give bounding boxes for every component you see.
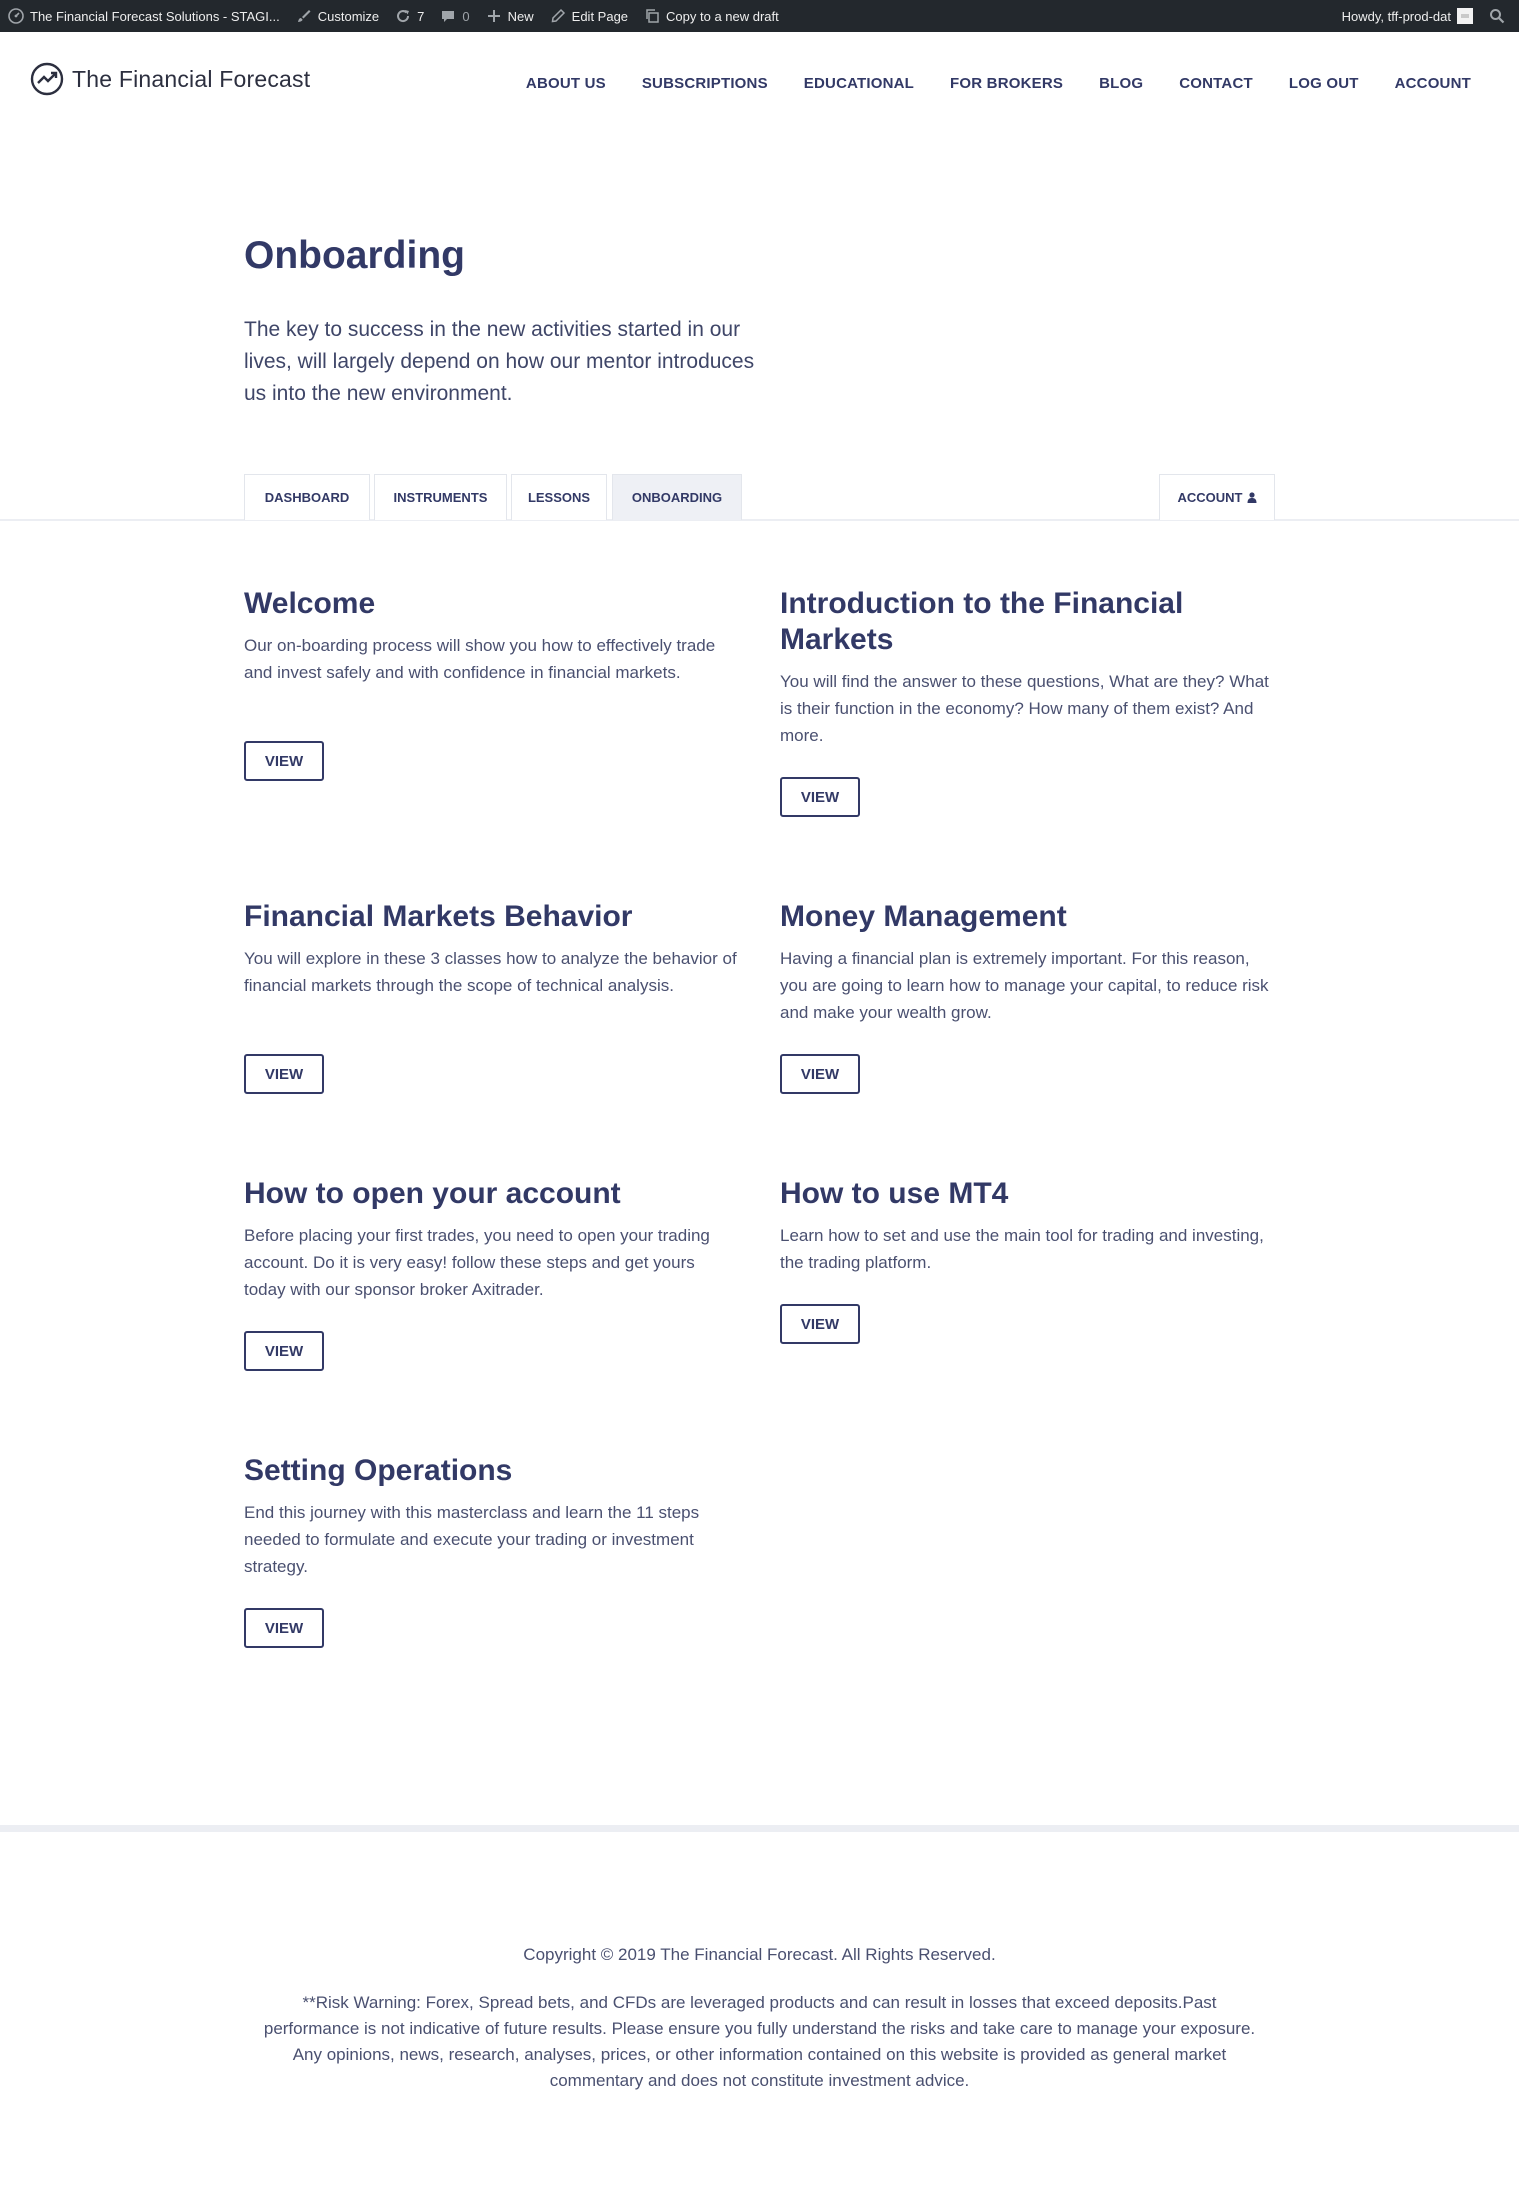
tab-instruments[interactable] — [374, 474, 507, 520]
chart-trend-icon — [30, 62, 64, 96]
admin-bar — [0, 0, 1519, 32]
nav-account[interactable]: ACCOUNT — [1394, 75, 1471, 92]
page-lead: The key to success in the new activities started in our lives, will largely depend on how our mentor introduces us into the new environment. — [244, 318, 755, 405]
card-title: How to open your account — [244, 1177, 621, 1210]
admin-copy-draft-link[interactable] — [636, 0, 787, 32]
admin-site-name: The Financial Forecast Solutions - STAGI... — [30, 8, 280, 24]
admin-site-link[interactable] — [0, 0, 288, 32]
card-setting-operations — [244, 1453, 739, 1637]
card-title: Welcome — [244, 587, 376, 620]
brush-icon — [296, 8, 312, 24]
admin-new-link[interactable] — [478, 0, 542, 32]
tab-onboarding[interactable] — [612, 474, 742, 520]
card-financial-markets-behavior — [244, 899, 739, 1083]
card-use-mt4 — [780, 1176, 1275, 1333]
user-icon — [1247, 492, 1257, 503]
card-title: How to use MT4 — [780, 1177, 1009, 1210]
pencil-icon — [550, 8, 566, 24]
tab-lessons-label: LESSONS — [527, 490, 591, 505]
view-button[interactable]: VIEW — [244, 1054, 324, 1094]
tab-account-label: ACCOUNT — [1177, 490, 1243, 505]
admin-comments-count: 0 — [462, 8, 470, 24]
admin-comments-link[interactable] — [432, 0, 477, 32]
comment-icon — [440, 8, 456, 24]
card-text: End this journey with this masterclass and learn the 11 steps needed to formulate and execute your trading or investment strategy. — [244, 1503, 700, 1576]
nav-log-out[interactable]: LOG OUT — [1288, 75, 1359, 92]
card-open-account — [244, 1176, 739, 1360]
admin-howdy-label: Howdy, tff-prod-dat — [1341, 8, 1451, 24]
updates-icon — [395, 8, 411, 24]
nav-for-brokers[interactable]: FOR BROKERS — [950, 75, 1064, 92]
tabs-divider — [0, 519, 1519, 521]
tab-dashboard[interactable] — [244, 474, 370, 520]
plus-icon — [486, 8, 502, 24]
admin-updates-link[interactable] — [387, 0, 432, 32]
card-text: Having a financial plan is extremely important. For this reason, you are going to learn how to manage your capital, to reduce risk and make your wealth grow. — [780, 949, 1269, 1022]
card-money-management — [780, 899, 1275, 1083]
card-introduction — [780, 586, 1275, 806]
card-text: Before placing your first trades, you need to open your trading account. Do it is very easy! follow these steps and get yours today with our sponsor broker Axitrader. — [244, 1226, 710, 1299]
view-button[interactable]: VIEW — [244, 741, 324, 781]
risk-warning: **Risk Warning: Forex, Spread bets, and CFDs are leveraged products and can result in losses that exceed deposits.Past performance is not indicative of future results. Please ensure you fully understand the risks and take care to manage your exposure. Any opinions, news, research, analyses, prices, or other information contained on this website is provided as general market commentary and does not constitute investment advice. — [263, 1993, 1256, 2090]
view-button[interactable]: VIEW — [244, 1608, 324, 1648]
card-title: Setting Operations — [244, 1454, 513, 1487]
tab-account[interactable] — [1159, 474, 1275, 520]
nav-about-us[interactable]: ABOUT US — [525, 75, 606, 92]
nav-blog[interactable]: BLOG — [1099, 75, 1144, 92]
view-button[interactable]: VIEW — [244, 1331, 324, 1371]
footer-divider — [0, 1825, 1519, 1832]
avatar — [1457, 8, 1473, 24]
nav-contact[interactable]: CONTACT — [1179, 75, 1253, 92]
copyright: Copyright © 2019 The Financial Forecast. All Rights Reserved. — [523, 1945, 996, 1964]
search-icon — [1489, 8, 1505, 24]
card-text: Learn how to set and use the main tool for trading and investing, the trading platform. — [780, 1226, 1264, 1272]
card-title: Money Management — [780, 900, 1067, 933]
nav-subscriptions[interactable]: SUBSCRIPTIONS — [641, 75, 768, 92]
dashboard-icon — [8, 8, 24, 24]
admin-edit-page-label: Edit Page — [571, 8, 629, 24]
view-button[interactable]: VIEW — [780, 1054, 860, 1094]
card-text: Our on-boarding process will show you how to effectively trade and invest safely and with confidence in financial markets. — [244, 636, 716, 682]
copy-icon — [644, 8, 660, 24]
site-logo[interactable] — [30, 62, 310, 96]
admin-customize-label: Customize — [317, 8, 380, 24]
admin-edit-page-link[interactable] — [542, 0, 636, 32]
tab-lessons[interactable] — [511, 474, 607, 520]
admin-customize-link[interactable] — [288, 0, 387, 32]
card-title: Introduction to the Financial Markets — [780, 587, 1184, 656]
tab-instruments-label: INSTRUMENTS — [393, 490, 488, 505]
main-nav — [490, 75, 1471, 92]
card-title: Financial Markets Behavior — [244, 900, 633, 933]
nav-educational[interactable]: EDUCATIONAL — [803, 75, 915, 92]
tab-onboarding-label: ONBOARDING — [631, 490, 723, 505]
view-button[interactable]: VIEW — [780, 777, 860, 817]
admin-account-menu[interactable] — [1334, 0, 1481, 32]
admin-new-label: New — [507, 8, 534, 24]
card-welcome — [244, 586, 739, 770]
site-header — [0, 32, 1519, 138]
admin-updates-count: 7 — [417, 8, 425, 24]
admin-search-button[interactable] — [1481, 0, 1519, 32]
card-text: You will find the answer to these questions, What are they? What is their function in the economy? How many of them exist? And more. — [780, 672, 1269, 745]
tab-dashboard-label: DASHBOARD — [264, 490, 350, 505]
admin-copy-draft-label: Copy to a new draft — [666, 8, 779, 24]
logo-text: The Financial Forecast — [72, 65, 311, 92]
card-text: You will explore in these 3 classes how to analyze the behavior of financial markets through the scope of technical analysis. — [244, 949, 737, 995]
page-title: Onboarding — [244, 234, 465, 277]
view-button[interactable]: VIEW — [780, 1304, 860, 1344]
